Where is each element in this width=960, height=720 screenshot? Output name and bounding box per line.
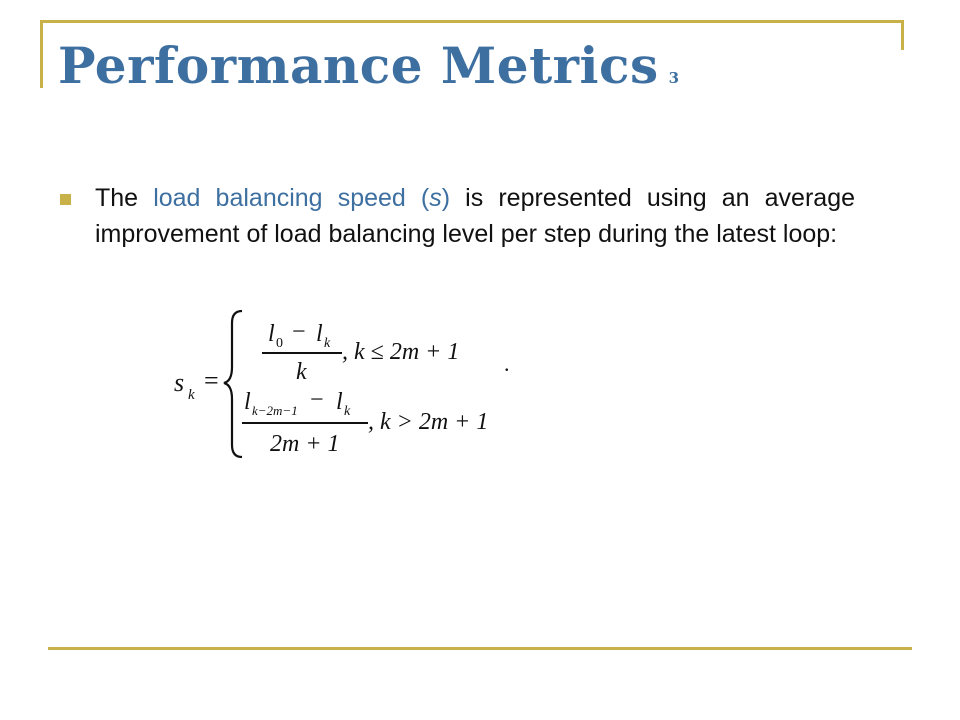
case2-num-b: l bbox=[336, 389, 343, 415]
slide-title bbox=[58, 36, 680, 108]
frame-top-rule bbox=[40, 20, 904, 23]
square-bullet-icon bbox=[60, 194, 71, 205]
frame-left-rule bbox=[40, 20, 43, 88]
brace-icon bbox=[224, 311, 242, 457]
term-label: load balancing speed ( bbox=[153, 184, 430, 212]
bullet-text-before: The bbox=[95, 184, 154, 212]
case2-num-a: l bbox=[244, 389, 251, 415]
bullet-text bbox=[95, 180, 855, 252]
term-highlight bbox=[153, 184, 450, 212]
case1-condition: , k ≤ 2m + 1 bbox=[342, 339, 460, 365]
case2-num-a-sub: k−2m−1 bbox=[252, 403, 298, 418]
term-variable: s bbox=[429, 184, 442, 212]
formula-period: . bbox=[504, 351, 510, 376]
case2-condition: , k > 2m + 1 bbox=[368, 409, 489, 435]
case1-num-a: l bbox=[268, 321, 275, 347]
term-close: ) bbox=[441, 184, 451, 212]
case1-num-b: l bbox=[316, 321, 323, 347]
frame-right-rule bbox=[901, 20, 904, 50]
formula-svg bbox=[170, 305, 530, 465]
case1-num-a-sub: 0 bbox=[276, 336, 283, 351]
case2-minus: − bbox=[310, 387, 324, 413]
formula-equals: = bbox=[204, 366, 219, 395]
slide-title-text: Performance Metrics bbox=[58, 36, 659, 95]
case1-minus: − bbox=[292, 319, 306, 345]
case1-den: k bbox=[296, 359, 307, 385]
slide-number: 3 bbox=[668, 69, 680, 87]
case2-den: 2m + 1 bbox=[270, 431, 340, 457]
frame-bottom-rule bbox=[48, 647, 912, 650]
speed-formula bbox=[170, 305, 530, 465]
formula-lhs-var: s bbox=[174, 368, 185, 397]
bullet-text-after: is represented using an average improvement of load balancing level per step during the latest loop: bbox=[95, 184, 856, 248]
case1-num-b-sub: k bbox=[324, 336, 331, 351]
case2-num-b-sub: k bbox=[344, 404, 351, 419]
formula-lhs-sub: k bbox=[188, 387, 195, 403]
